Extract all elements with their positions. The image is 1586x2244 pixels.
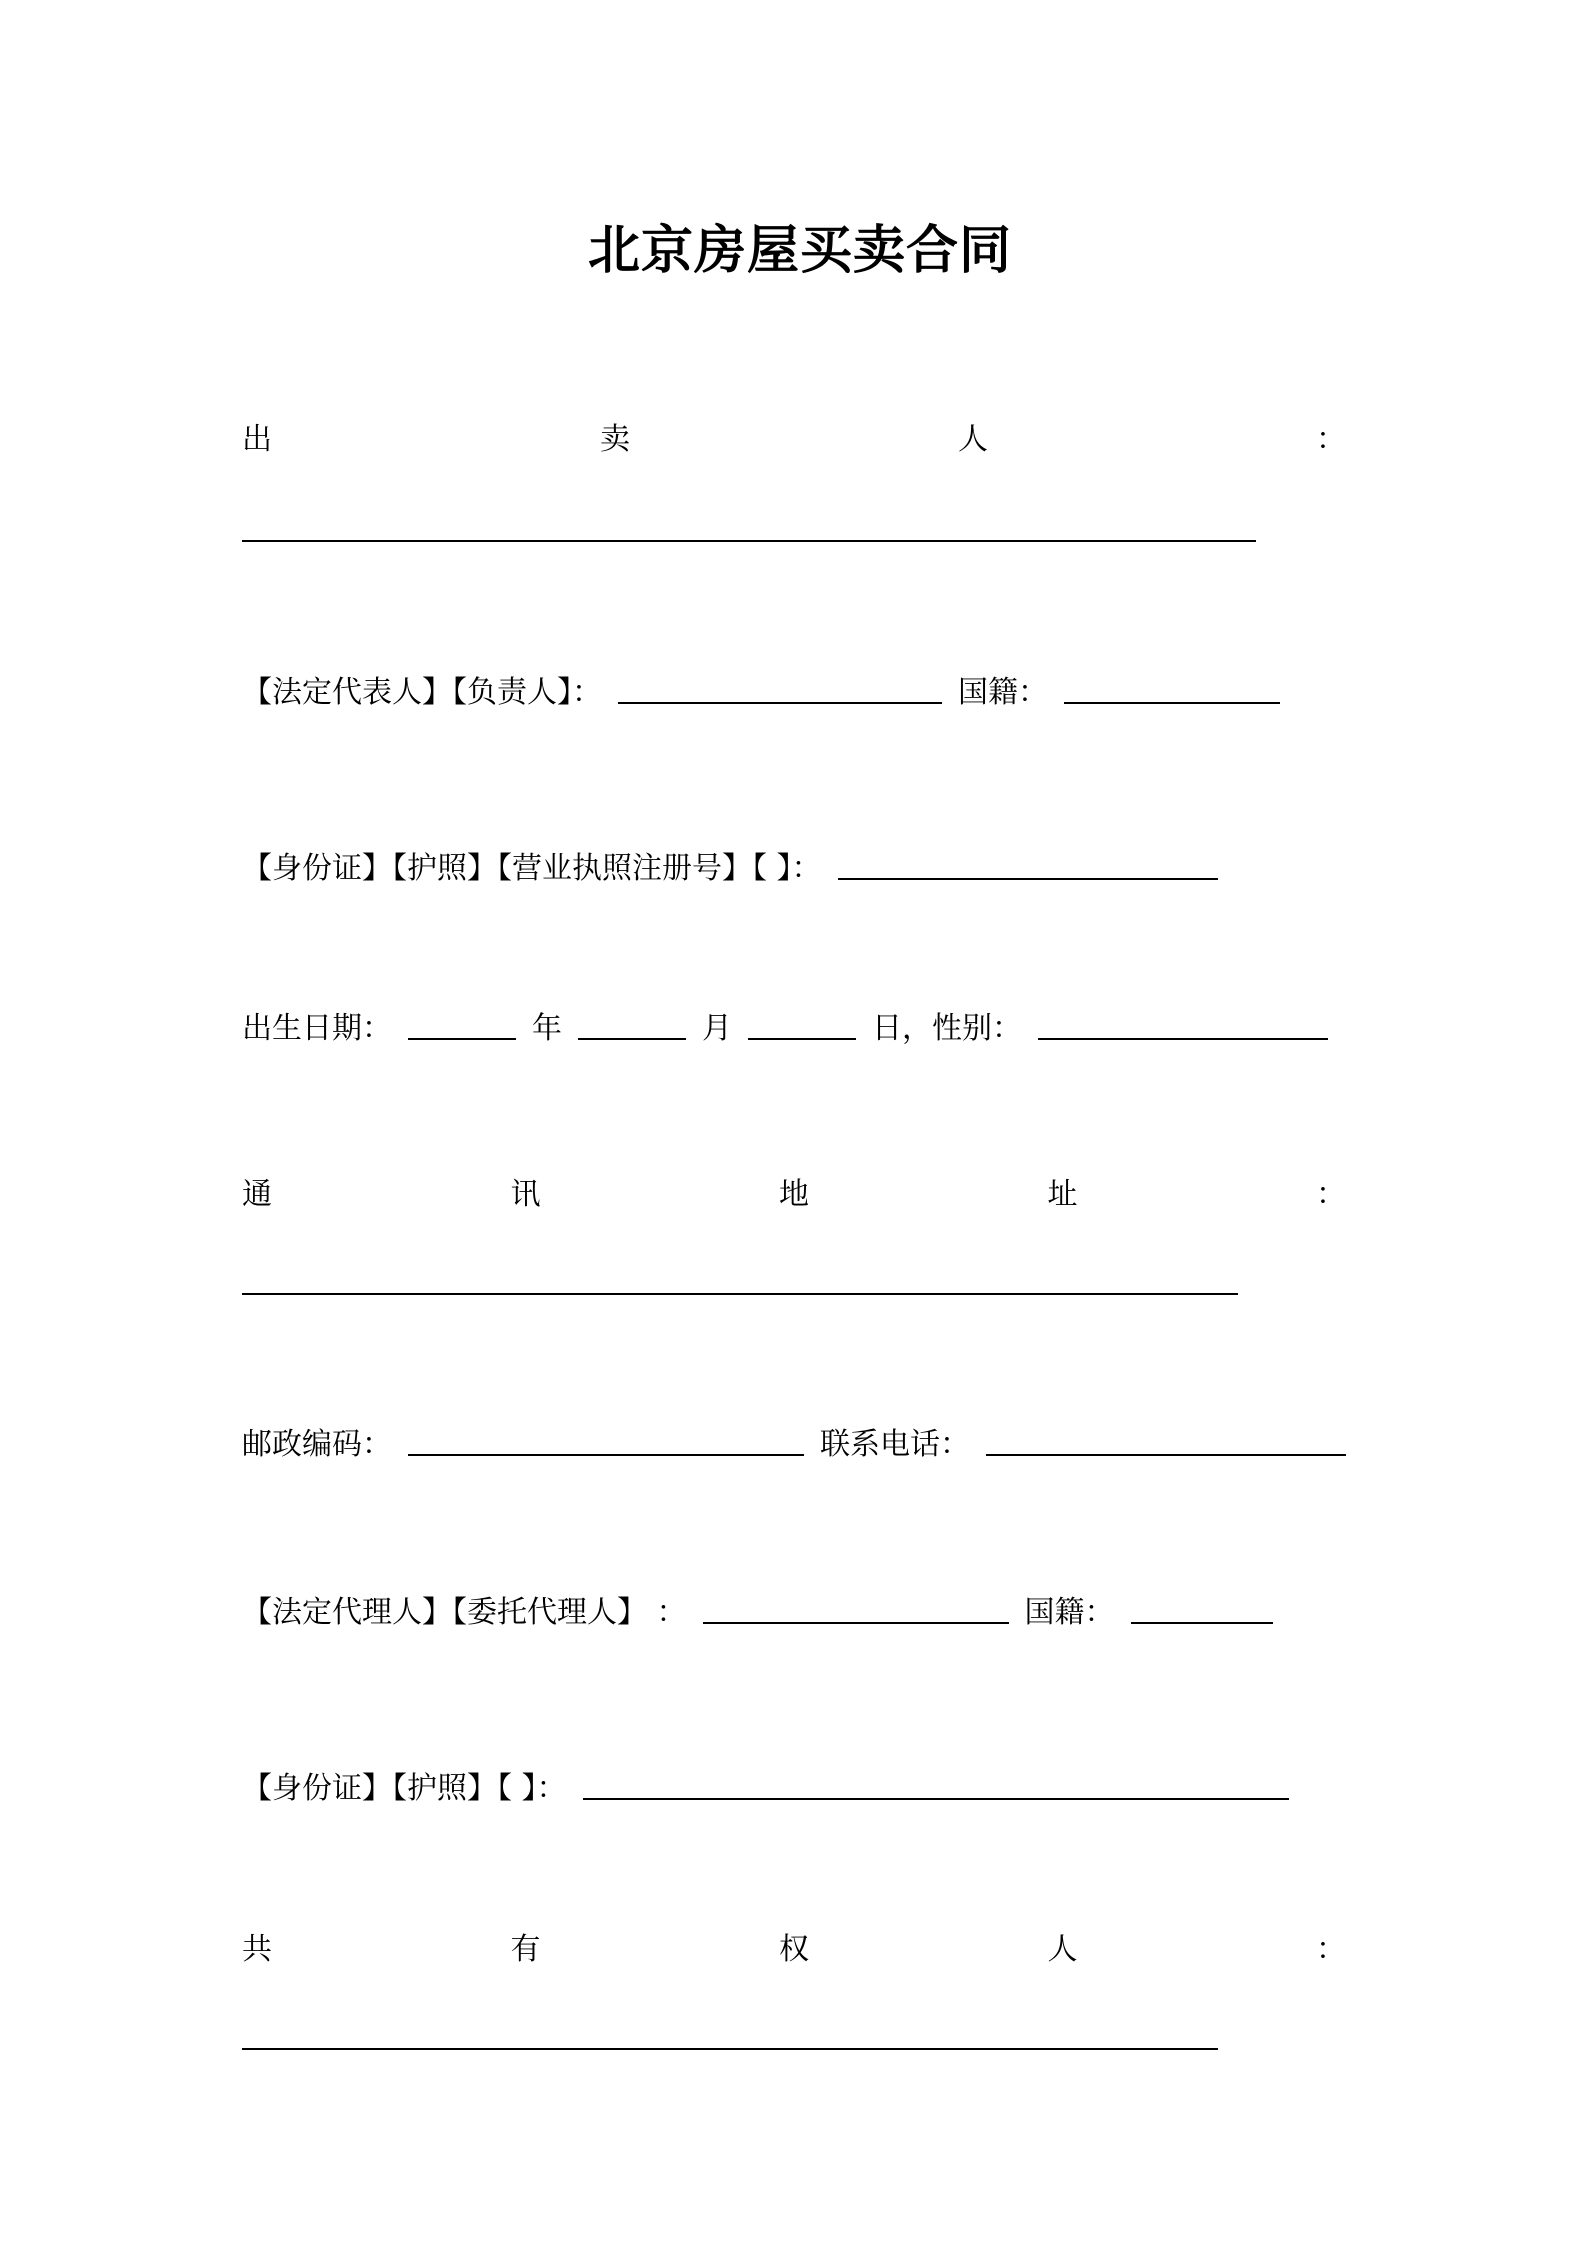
agent-id-blank[interactable] xyxy=(583,1768,1289,1800)
agent-blank[interactable] xyxy=(703,1592,1009,1624)
address-char-5: ： xyxy=(1316,1177,1346,1212)
birth-year-blank[interactable] xyxy=(408,1008,516,1040)
address-char-2: 讯 xyxy=(510,1177,541,1212)
year-label: 年 xyxy=(532,1011,562,1046)
co-owner-char-4: 人 xyxy=(1047,1932,1078,1967)
seller-name-blank[interactable] xyxy=(242,540,1256,542)
co-owner-char-3: 权 xyxy=(779,1932,809,1967)
address-char-3: 地 xyxy=(779,1177,809,1212)
nationality-label: 国籍： xyxy=(958,675,1048,710)
agent-row xyxy=(242,1592,1346,1632)
day-gender-label: 日，性别： xyxy=(872,1011,1022,1046)
seller-id-label: 【身份证】【护照】【营业执照注册号】【 】： xyxy=(242,851,822,886)
phone-label: 联系电话： xyxy=(820,1427,970,1462)
agent-id-label: 【身份证】【护照】【 】： xyxy=(242,1771,567,1806)
address-label xyxy=(242,1175,1346,1215)
birth-month-blank[interactable] xyxy=(578,1008,686,1040)
postal-code-blank[interactable] xyxy=(408,1424,804,1456)
address-char-1: 通 xyxy=(242,1177,272,1212)
seller-label xyxy=(242,420,1346,460)
address-blank[interactable] xyxy=(242,1293,1238,1295)
co-owner-label xyxy=(242,1930,1346,1970)
co-owner-char-5: ： xyxy=(1316,1932,1346,1967)
month-label: 月 xyxy=(702,1011,732,1046)
birth-date-label: 出生日期： xyxy=(242,1011,392,1046)
phone-blank[interactable] xyxy=(986,1424,1346,1456)
address-char-4: 址 xyxy=(1047,1177,1078,1212)
birth-day-blank[interactable] xyxy=(748,1008,856,1040)
co-owner-char-1: 共 xyxy=(242,1932,272,1967)
seller-representative-row xyxy=(242,672,1346,712)
co-owner-char-2: 有 xyxy=(510,1932,541,1967)
agent-id-row xyxy=(242,1768,1346,1808)
document-title: 北京房屋买卖合同 xyxy=(587,221,1012,281)
agent-label: 【法定代理人】【委托代理人】 ： xyxy=(242,1595,687,1630)
agent-nationality-label: 国籍： xyxy=(1024,1595,1115,1630)
gender-blank[interactable] xyxy=(1038,1008,1328,1040)
postal-code-label: 邮政编码： xyxy=(242,1427,392,1462)
nationality-blank[interactable] xyxy=(1064,672,1280,704)
co-owner-blank[interactable] xyxy=(242,2048,1218,2050)
seller-id-blank[interactable] xyxy=(838,848,1218,880)
representative-blank[interactable] xyxy=(618,672,942,704)
seller-char-2: 卖 xyxy=(600,422,630,457)
seller-char-4: ： xyxy=(1316,422,1346,457)
birth-date-row xyxy=(242,1008,1346,1048)
seller-char-1: 出 xyxy=(242,422,272,457)
seller-id-row xyxy=(242,848,1346,888)
seller-char-3: 人 xyxy=(958,422,988,457)
agent-nationality-blank[interactable] xyxy=(1131,1592,1273,1624)
representative-label: 【法定代表人】【负责人】： xyxy=(242,675,602,710)
postal-phone-row xyxy=(242,1424,1346,1464)
